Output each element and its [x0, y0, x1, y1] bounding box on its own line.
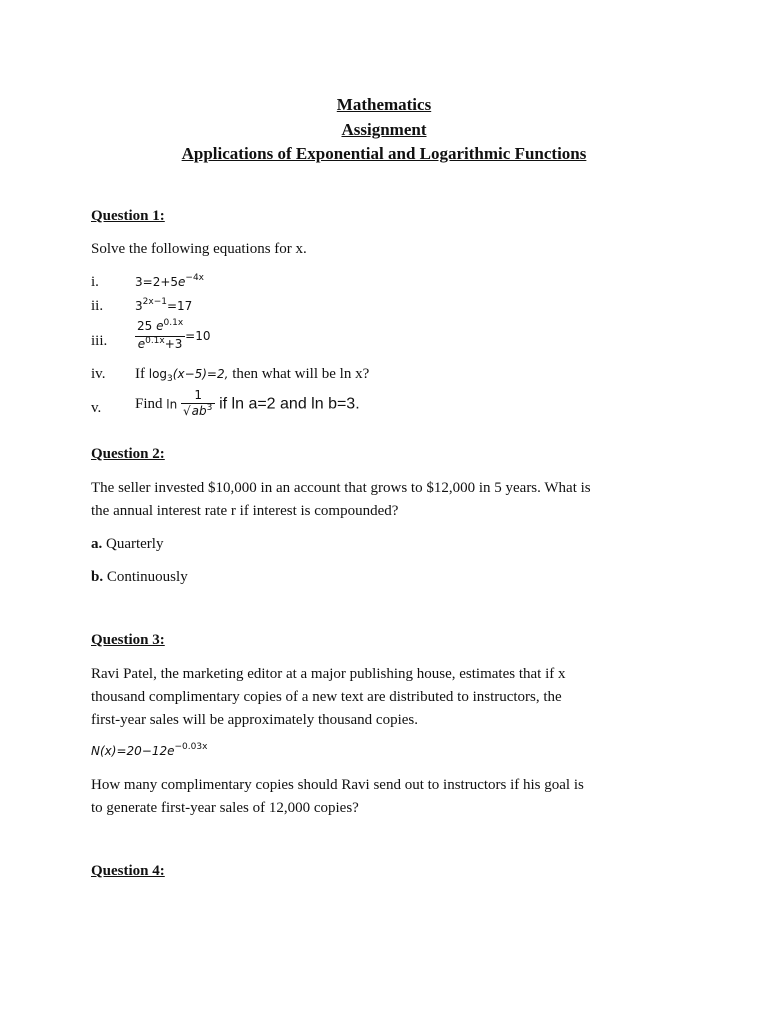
equation-exponent: −4x — [185, 273, 204, 283]
question-3-question-line-1: How many complimentary copies should Ravi send out to instructors if his goal is — [91, 777, 584, 793]
equation-exponent: 2x−1 — [142, 297, 167, 307]
question-2-heading: Question 2: — [91, 446, 165, 462]
question-2-line-2: the annual interest rate r if interest is compounded? — [91, 503, 399, 519]
question-3-line-2: thousand complimentary copies of a new text are distributed to instructors, the — [91, 689, 562, 705]
doc-type-title: Assignment — [341, 120, 427, 139]
equation-text: 3=2+5 — [135, 275, 179, 289]
equation-rhs: =10 — [185, 328, 211, 343]
q1-item-i — [91, 273, 204, 291]
question-1-heading: Question 1: — [91, 208, 165, 224]
question-3-line-3: first-year sales will be approximately thousand copies. — [91, 712, 418, 728]
question-3-question-line-2: to generate first-year sales of 12,000 copies? — [91, 800, 359, 816]
item-numeral: iii. — [91, 333, 108, 349]
question-2-option-a: a. Quarterly — [91, 536, 164, 552]
item-numeral: iv. — [91, 366, 106, 382]
equation-base: 3 — [135, 299, 143, 313]
item-numeral: v. — [91, 400, 102, 416]
question-2-line-1: The seller invested $10,000 in an account that grows to $12,000 in 5 years. What is — [91, 480, 591, 496]
question-3-formula: $N(x)=20-12e^{-0.03x}$ — [91, 742, 208, 758]
equation-fraction: $\frac{25 e^{0.1x}}{e^{0.1x}+3}$ — [137, 318, 184, 351]
question-2-option-b: b. Continuously — [91, 569, 188, 585]
item-numeral: i. — [91, 274, 99, 290]
equation-rhs: =17 — [166, 299, 193, 313]
question-3-heading: Question 3: — [91, 632, 165, 648]
question-1-intro: Solve the following equations for x. — [91, 241, 307, 257]
question-3-line-1: Ravi Patel, the marketing editor at a major publishing house, estimates that if x — [91, 666, 566, 682]
doc-subject-title: Mathematics — [336, 95, 432, 114]
question-4-heading: Question 4: — [91, 863, 165, 879]
fraction: $\frac{1}{√ab^3}$ — [181, 388, 215, 421]
doc-main-title: Applications of Exponential and Logarithmic Functions — [181, 144, 587, 163]
q1-item-v: v. Find ln $\frac{1}{√ab^3}$ if ln a=2 and ln b=3. — [91, 400, 101, 417]
q1-item-ii — [91, 297, 193, 315]
equation-base: e — [178, 275, 186, 289]
item-numeral: ii. — [91, 298, 104, 314]
q1-item-iii — [91, 318, 211, 351]
q1-item-iv: iv. If $\log_3(x-5)=2$, then what will be ln x? — [91, 366, 370, 384]
